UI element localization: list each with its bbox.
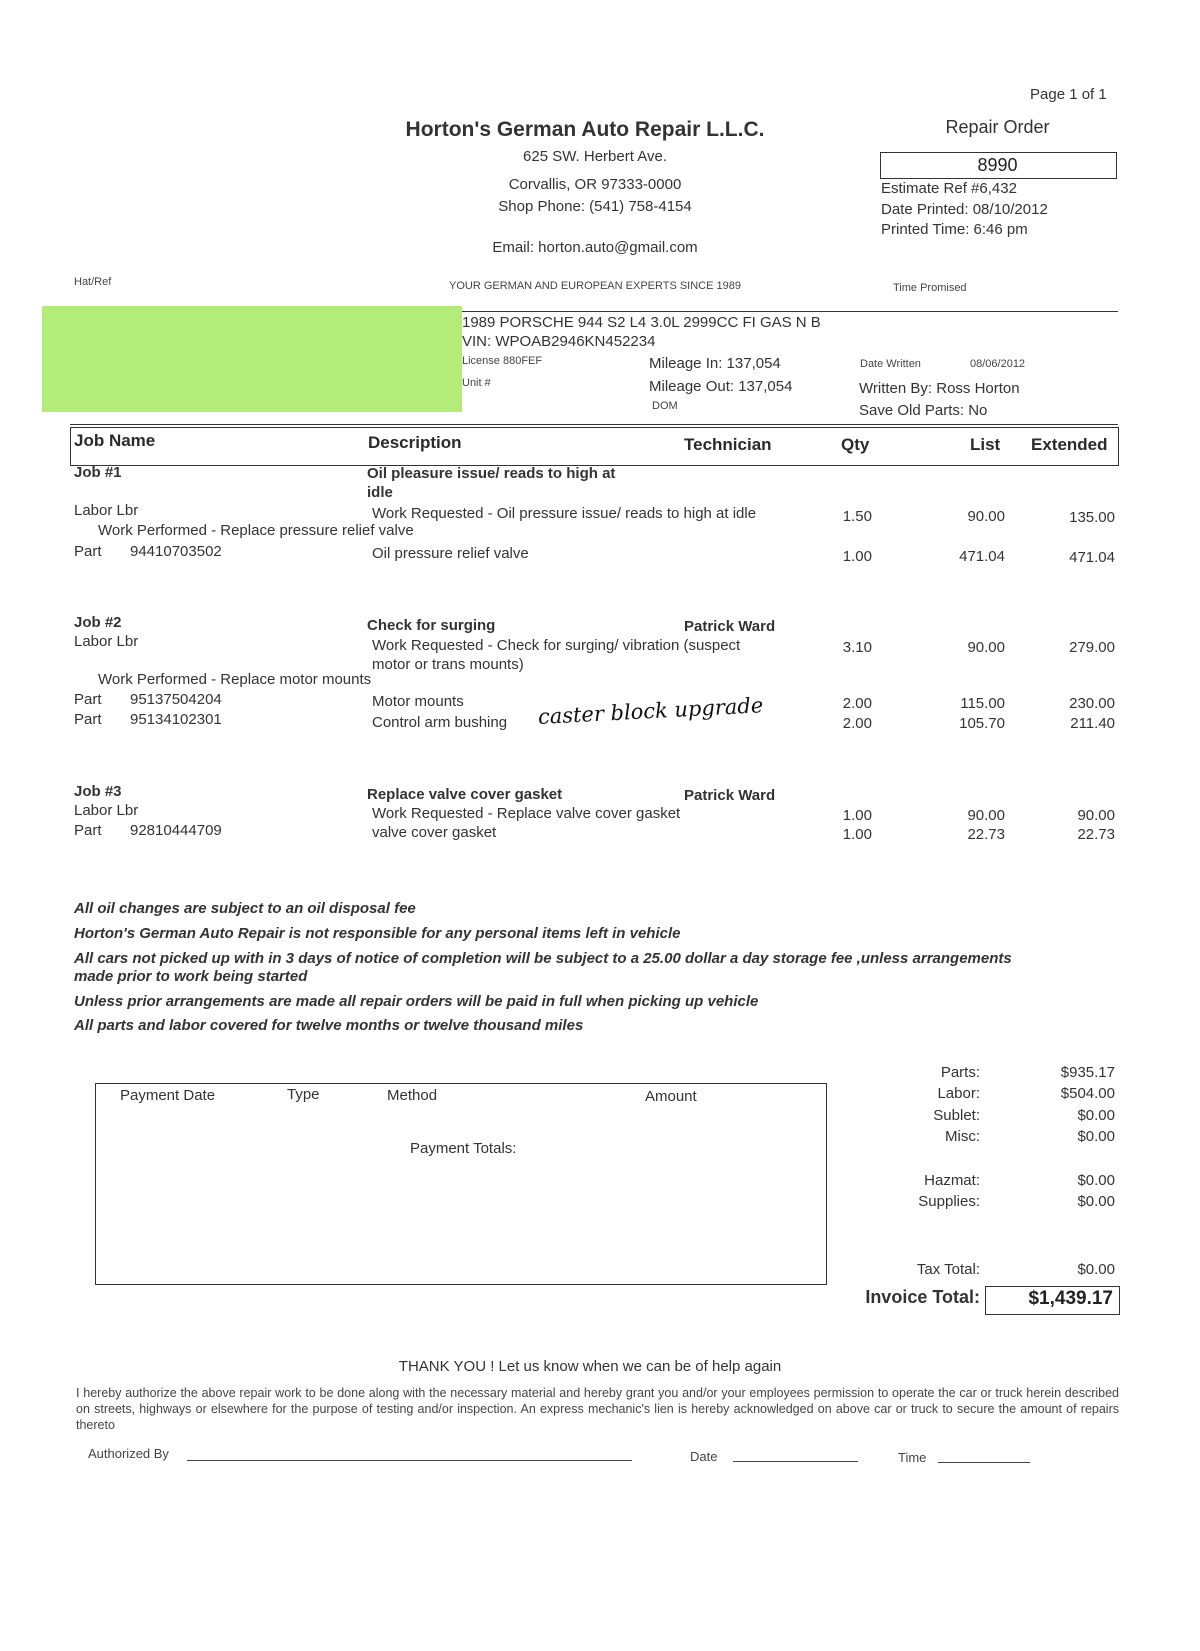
invoice-total: $1,439.17 (1028, 1288, 1113, 1309)
vehicle-divider (70, 424, 1118, 425)
job2-title: Check for surging (367, 617, 496, 634)
job2-part1-desc: Motor mounts (372, 693, 464, 710)
job1-labor-list: 90.00 (967, 508, 1005, 525)
date-line (733, 1461, 858, 1462)
page-number: Page 1 of 1 (1030, 86, 1107, 103)
job2-part2-qty: 2.00 (842, 715, 872, 732)
date-written-label: Date Written (860, 358, 921, 370)
job3-part-number: 92810444709 (130, 822, 222, 839)
job2-labor-desc: Work Requested - Check for surging/ vibration (suspect (372, 637, 741, 654)
invoice-total-label: Invoice Total: (865, 1287, 980, 1307)
job1-part-list: 471.04 (959, 548, 1005, 565)
vehicle-license: License 880FEF (462, 355, 543, 367)
job2-labor-ext: 279.00 (1069, 639, 1115, 656)
dom-label: DOM (652, 400, 678, 412)
job2-part1-qty: 2.00 (842, 695, 872, 712)
job3-technician: Patrick Ward (684, 787, 776, 804)
time-label: Time (898, 1450, 927, 1465)
save-old-parts: Save Old Parts: No (859, 402, 988, 419)
job2-technician: Patrick Ward (684, 618, 776, 635)
repair-order-label: Repair Order (945, 117, 1050, 137)
supplies-label: Supplies: (918, 1193, 980, 1210)
policy-oil-disposal: All oil changes are subject to an oil disposal fee (74, 900, 416, 917)
job1-part-qty: 1.00 (842, 548, 872, 565)
estimate-ref: Estimate Ref #6,432 (881, 180, 1017, 197)
parts-label: Parts: (940, 1064, 980, 1081)
time-line (938, 1462, 1030, 1463)
date-printed: Date Printed: 08/10/2012 (881, 201, 1048, 218)
labor-label: Labor: (937, 1085, 980, 1102)
vehicle-unit: Unit # (462, 377, 491, 389)
job2-part1-number: 95137504204 (130, 691, 222, 708)
job2-work-performed: Work Performed - Replace motor mounts (98, 671, 372, 688)
job1-labor-ext: 135.00 (1069, 509, 1115, 526)
job1-work-performed: Work Performed - Replace pressure relief valve (98, 522, 414, 539)
col-extended: Extended (1031, 435, 1108, 454)
job3-title: Replace valve cover gasket (367, 786, 563, 803)
job3-part-label: Part (74, 822, 102, 839)
payment-method-header: Method (387, 1087, 438, 1104)
col-description: Description (368, 433, 462, 452)
company-address: 625 SW. Herbert Ave. (523, 148, 667, 165)
hazmat-label: Hazmat: (924, 1172, 980, 1189)
payment-totals-label: Payment Totals: (410, 1140, 517, 1157)
sublet-label: Sublet: (933, 1107, 980, 1124)
date-written-value: 08/06/2012 (970, 358, 1026, 370)
job-table-header (70, 427, 1119, 466)
redacted-customer-info (42, 306, 462, 412)
mileage-out: Mileage Out: 137,054 (649, 378, 793, 395)
thank-you-message: THANK YOU ! Let us know when we can be of help again (398, 1358, 782, 1375)
job1-part-label: Part (74, 543, 102, 560)
job2-labor-desc-cont: motor or trans mounts) (372, 656, 524, 673)
job3-part-list: 22.73 (967, 826, 1005, 843)
authorization-text: I hereby authorize the above repair work to be done along with the necessary material and hereby grant you and/or your employees permission to operate the car or truck herein described on streets, highways or elsewhere for the purpose of testing and/or inspection. An express mechanic's lien is hereby acknowledged on above car or truck to secure the amount of repairs thereto (76, 1386, 1119, 1432)
mileage-in: Mileage In: 137,054 (649, 355, 781, 372)
job3-labor-list: 90.00 (967, 807, 1005, 824)
date-label: Date (690, 1449, 718, 1464)
authorized-by-line (187, 1460, 632, 1461)
job2-part2-number: 95134102301 (130, 711, 222, 728)
hat-ref-label: Hat/Ref (74, 276, 112, 288)
job1-name: Job #1 (74, 464, 122, 481)
supplies-total: $0.00 (1077, 1193, 1115, 1210)
misc-label: Misc: (945, 1128, 980, 1145)
policy-storage-fee: All cars not picked up with in 3 days of notice of completion will be subject to a 25.00 dollar a day storage fee ,unless arrangements made prior to work being started (74, 950, 1012, 985)
parts-total: $935.17 (1060, 1064, 1115, 1081)
job1-labor-desc: Work Requested - Oil pressure issue/ reads to high at idle (372, 505, 757, 522)
company-city: Corvallis, OR 97333-0000 (508, 176, 682, 193)
col-list: List (970, 435, 1001, 454)
time-promised-label: Time Promised (893, 282, 967, 294)
authorized-by-label: Authorized By (88, 1446, 169, 1461)
job2-name: Job #2 (74, 614, 122, 631)
job3-part-qty: 1.00 (842, 826, 872, 843)
job1-labor-qty: 1.50 (842, 508, 872, 525)
company-tagline: YOUR GERMAN AND EUROPEAN EXPERTS SINCE 1989 (449, 280, 741, 292)
company-phone: Shop Phone: (541) 758-4154 (498, 198, 692, 215)
job2-part2-desc: Control arm bushing (372, 714, 508, 731)
company-email: Email: horton.auto@gmail.com (492, 239, 698, 256)
header-divider (462, 311, 1118, 312)
handwritten-note: caster block upgrade (537, 693, 764, 729)
job3-part-desc: valve cover gasket (372, 824, 497, 841)
tax-label: Tax Total: (916, 1261, 980, 1278)
labor-total: $504.00 (1060, 1085, 1115, 1102)
tax-total: $0.00 (1077, 1261, 1115, 1278)
vehicle-description: 1989 PORSCHE 944 S2 L4 3.0L 2999CC FI GAS N B (462, 314, 821, 331)
job3-part-ext: 22.73 (1077, 826, 1115, 843)
job3-labor-ext: 90.00 (1077, 807, 1115, 824)
sublet-total: $0.00 (1077, 1107, 1115, 1124)
hazmat-total: $0.00 (1077, 1172, 1115, 1189)
written-by: Written By: Ross Horton (859, 380, 1020, 397)
job2-part1-label: Part (74, 691, 102, 708)
job1-part-number: 94410703502 (130, 543, 222, 560)
printed-time: Printed Time: 6:46 pm (881, 221, 1028, 238)
job3-labor-desc: Work Requested - Replace valve cover gasket (372, 805, 681, 822)
payment-box (95, 1083, 827, 1285)
job1-title-cont: idle (367, 484, 393, 501)
vehicle-vin: VIN: WPOAB2946KN452234 (462, 333, 656, 350)
policy-personal-items: Horton's German Auto Repair is not responsible for any personal items left in vehicle (74, 925, 681, 942)
repair-order-number: 8990 (977, 155, 1018, 175)
job1-part-desc: Oil pressure relief valve (372, 545, 529, 562)
col-qty: Qty (841, 435, 870, 454)
misc-total: $0.00 (1077, 1128, 1115, 1145)
job3-labor-label: Labor Lbr (74, 802, 139, 819)
job1-part-ext: 471.04 (1069, 549, 1115, 566)
job1-labor-label: Labor Lbr (74, 502, 139, 519)
policy-warranty: All parts and labor covered for twelve months or twelve thousand miles (74, 1017, 584, 1034)
job2-labor-label: Labor Lbr (74, 633, 139, 650)
policy-payment: Unless prior arrangements are made all repair orders will be paid in full when picking up vehicle (74, 993, 759, 1010)
job3-name: Job #3 (74, 783, 122, 800)
col-job-name: Job Name (74, 431, 156, 450)
job2-part2-label: Part (74, 711, 102, 728)
job2-part1-ext: 230.00 (1069, 695, 1115, 712)
job2-part1-list: 115.00 (960, 695, 1005, 712)
job1-title: Oil pleasure issue/ reads to high at (367, 465, 616, 482)
col-technician: Technician (684, 435, 772, 454)
job2-labor-qty: 3.10 (842, 639, 872, 656)
payment-type-header: Type (287, 1086, 320, 1103)
company-name: Horton's German Auto Repair L.L.C. (405, 118, 765, 141)
job2-part2-list: 105.70 (959, 715, 1005, 732)
job2-labor-list: 90.00 (967, 639, 1005, 656)
job2-part2-ext: 211.40 (1070, 715, 1115, 732)
job3-labor-qty: 1.00 (842, 807, 872, 824)
payment-amount-header: Amount (645, 1088, 697, 1105)
payment-date-header: Payment Date (120, 1087, 216, 1104)
